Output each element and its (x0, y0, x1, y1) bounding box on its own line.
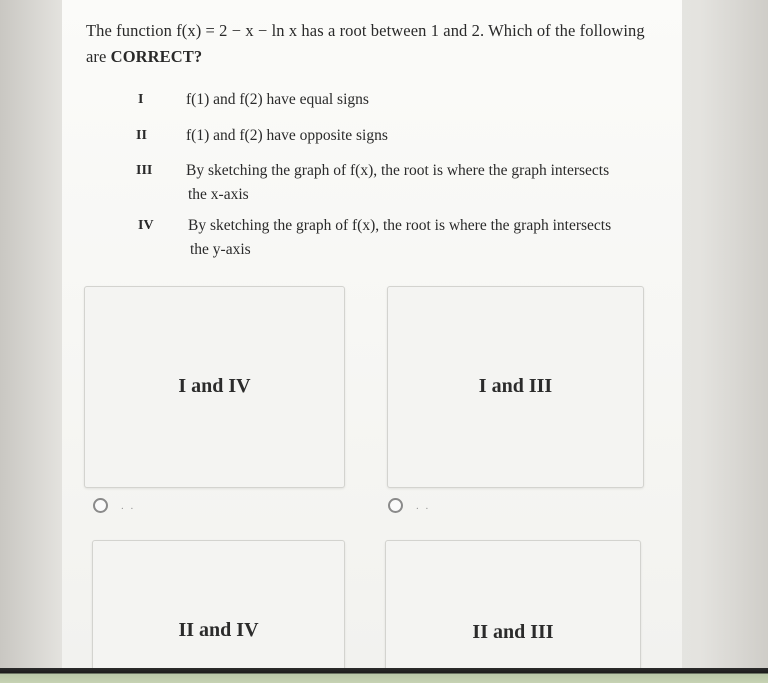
question-text (86, 18, 676, 70)
option-hint: . . (121, 500, 136, 512)
statement-text-i: f(1) and f(2) have equal signs (186, 91, 369, 108)
statement-numeral-i: I (138, 92, 144, 107)
answer-option-label: I and IV (178, 375, 251, 397)
statement-numeral-iv: IV (138, 218, 154, 233)
statement-numeral-iii: III (136, 163, 153, 178)
question-line-2 (86, 44, 676, 70)
radio-button-i-and-iii[interactable] (388, 498, 403, 513)
answer-option-i-and-iii[interactable] (387, 286, 644, 488)
statement-text-iv-line-2: the y-axis (190, 241, 251, 258)
answer-option-label: II and III (472, 621, 554, 643)
question-line-1: The function f(x) = 2 − x − ln x has a root between 1 and 2. Which of the following (86, 21, 645, 40)
screen-bottom-edge (0, 668, 768, 683)
statement-numeral-ii: II (136, 128, 147, 143)
question-line-2-prefix: are (86, 47, 111, 66)
answer-option-label: II and IV (178, 619, 259, 641)
answer-option-label: I and III (478, 375, 553, 397)
answer-option-ii-and-iv[interactable] (92, 540, 345, 682)
option-hint: . . (416, 500, 431, 512)
question-emphasis: CORRECT? (110, 47, 203, 66)
answer-option-ii-and-iii[interactable] (385, 540, 641, 682)
statement-text-iii-line-1: By sketching the graph of f(x), the root is where the graph intersects (186, 162, 610, 179)
radio-button-i-and-iv[interactable] (93, 498, 108, 513)
answer-option-i-and-iv[interactable] (84, 286, 345, 488)
statement-text-ii: f(1) and f(2) have opposite signs (186, 127, 388, 144)
statement-text-iv-line-1: By sketching the graph of f(x), the root is where the graph intersects (188, 217, 612, 234)
statement-text-iii-line-2: the x-axis (188, 186, 249, 203)
